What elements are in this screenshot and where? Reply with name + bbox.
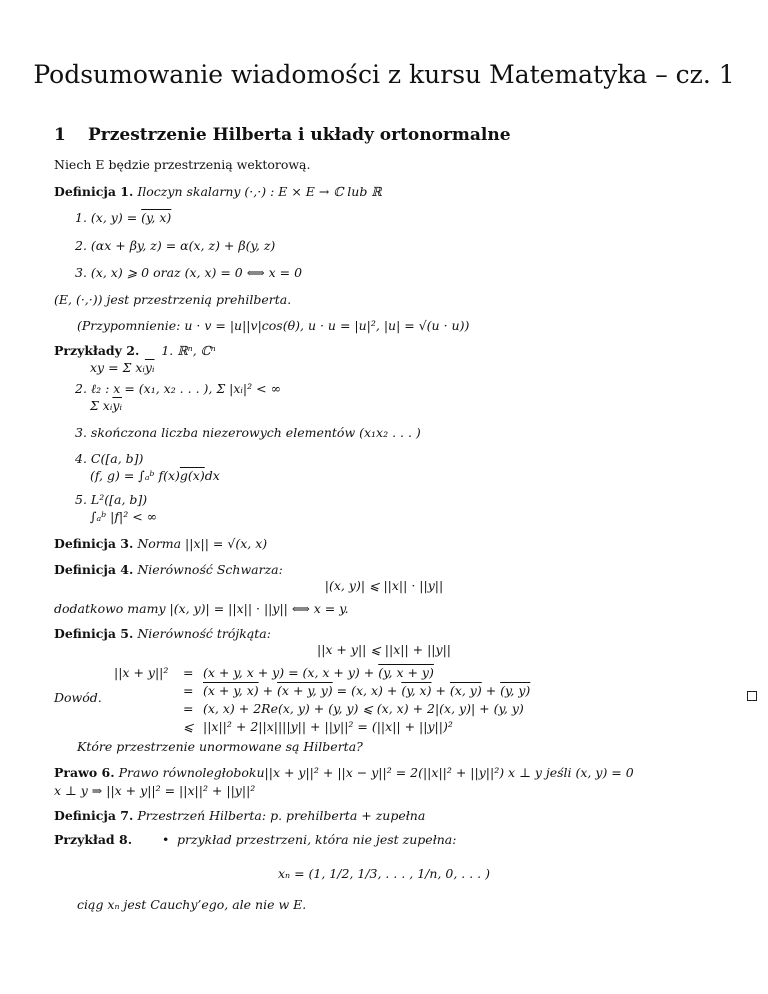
proof-line [203, 665, 434, 680]
proof-term: ||x||² + 2||x||||y|| + ||y||² = (||x|| + ||y||)² [203, 719, 453, 734]
ex2-label: Przykłady 2. [54, 343, 140, 358]
ex2-line [54, 343, 216, 358]
ex2-item-2 [75, 381, 281, 397]
proof-conjugate-term: (x + y, y) [277, 683, 333, 698]
law6-text: Prawo równoległoboku||x + y||² + ||x − y||² = 2(||x||² + ||y||²) x ⊥ y jeśli (x, y) = 0 [118, 765, 634, 780]
section-title: Przestrzenie Hilberta i układy ortonormalne [88, 125, 511, 145]
item-text: C([a, b]) [90, 451, 144, 466]
item-text: (x, x) ⩾ 0 oraz (x, x) = 0 ⟺ x = 0 [90, 265, 303, 280]
def1-item-3 [75, 265, 302, 280]
section-number: 1 [54, 125, 66, 145]
ex8-bullet: • [162, 832, 170, 847]
def5-text: Nierówność trójkąta: [137, 626, 271, 641]
proof-term: + [258, 683, 278, 698]
ex8-label: Przykład 8. [54, 832, 133, 847]
def3-label: Definicja 3. [54, 536, 134, 551]
def1-reminder: (Przypomnienie: u · v = |u||v|cos(θ), u · u = |u|², |u| = √(u · u)) [77, 318, 470, 333]
item-number: 2. [75, 238, 87, 253]
def1-text: Iloczyn skalarny (·,·) : E × E → ℂ lub ℝ [137, 184, 382, 199]
item-number: 2. [75, 381, 87, 396]
ex2-item-5 [75, 492, 147, 507]
ex8-text: przykład przestrzeni, która nie jest zupełna: [177, 832, 457, 847]
page-title: Podsumowanie wiadomości z kursu Matematyka – cz. 1 [33, 60, 735, 89]
def4-text: Nierówność Schwarza: [137, 562, 283, 577]
ex2-item-2-sub: Σ $xᵢ\overline{yᵢ}$ [90, 398, 122, 413]
item-text: (x, y) = [90, 210, 142, 225]
proof-term: + [431, 683, 450, 698]
def1-item-1 [75, 210, 171, 225]
law6-label: Prawo 6. [54, 765, 115, 780]
proof-term: (x + y, x + y) = (x, x + y) + [203, 665, 379, 680]
ex8-formula: xₙ = (1, 1/2, 1/3, . . . , 1/n, 0, . . . ) [277, 866, 490, 881]
def7-text: Przestrzeń Hilberta: p. prehilberta + zupełna [137, 808, 426, 823]
def5-label: Definicja 5. [54, 626, 134, 641]
law6-line [54, 765, 634, 780]
item-number: 3. [75, 265, 87, 280]
item-text: skończona liczba niezerowych elementów (x₁x₂ . . . ) [90, 425, 421, 440]
def7-line [54, 808, 425, 823]
proof-lhs: ||x + y||² [114, 665, 169, 680]
proof-term: = (x, x) + [332, 683, 402, 698]
item-number: 1. [75, 210, 87, 225]
proof-relation: = [183, 701, 194, 716]
def3-line [54, 536, 267, 551]
def7-label: Definicja 7. [54, 808, 134, 823]
item-text: ℓ₂ : x = (x₁, x₂ . . . ), Σ |xᵢ|² < ∞ [90, 381, 281, 396]
proof-relation: ⩽ [183, 719, 194, 734]
proof-line [203, 683, 530, 698]
item-number: 1. [161, 343, 174, 358]
proof-line [203, 719, 453, 734]
proof-relation: = [183, 683, 194, 698]
item-conjugate: (y, x) [141, 210, 172, 225]
proof-term: (x, x) + 2Re(x, y) + (y, y) ⩽ (x, x) + 2|(x, y)| + (y, y) [203, 701, 524, 716]
item-number: 5. [75, 492, 87, 507]
intro-text: Niech E będzie przestrzenią wektorową. [54, 157, 311, 172]
def4-label: Definicja 4. [54, 562, 134, 577]
proof-conjugate-term: (y, y) [500, 683, 531, 698]
proof-conjugate-term: (y, x + y) [378, 665, 434, 680]
def4-after: dodatkowo mamy |(x, y)| = ||x|| · ||y|| ⟺ x = y. [54, 601, 349, 616]
def1-label: Definicja 1. [54, 184, 134, 199]
law6-line2: x ⊥ y ⇒ ||x + y||² = ||x||² + ||y||² [54, 783, 256, 798]
item-number: 4. [75, 451, 87, 466]
proof-relation: = [183, 665, 194, 680]
proof-conjugate-term: (x + y, x) [203, 683, 259, 698]
def5-line [54, 626, 271, 641]
qed-square-icon [747, 691, 757, 701]
proof-term: + [481, 683, 501, 698]
def1-item-2 [75, 238, 275, 253]
question-text: Które przestrzenie unormowane są Hilberta? [77, 739, 363, 754]
ex8-after: ciąg xₙ jest Cauchy’ego, ale nie w E. [77, 897, 307, 912]
item-number: 3. [75, 425, 87, 440]
def4-display: |(x, y)| ⩽ ||x|| · ||y|| [324, 578, 444, 593]
proof-conjugate-term: (y, x) [401, 683, 432, 698]
proof-conjugate-term: (x, y) [449, 683, 482, 698]
def1-after: (E, (·,·)) jest przestrzenią prehilberta. [54, 292, 292, 307]
def5-display: ||x + y|| ⩽ ||x|| + ||y|| [316, 642, 452, 657]
ex2-item-4-sub: (f, g) = ∫ₐᵇ f(x)g(x)dx [90, 468, 220, 483]
def1-line [54, 184, 382, 199]
ex2-item-5-sub: ∫ₐᵇ |f|² < ∞ [90, 509, 158, 524]
proof-label: Dowód. [54, 690, 102, 705]
item-text: ℝⁿ, ℂⁿ [177, 343, 216, 358]
item-text: (αx + βy, z) = α(x, z) + β(y, z) [90, 238, 276, 253]
item-text: L²([a, b]) [90, 492, 148, 507]
ex2-item-4 [75, 451, 143, 466]
proof-line [203, 701, 524, 716]
ex2-item-3 [75, 425, 421, 440]
ex2-item-1-sub: xy = Σ $xᵢ\overline{yᵢ}$ [90, 360, 155, 375]
def4-line [54, 562, 283, 577]
def3-text: Norma ||x|| = √(x, x) [137, 536, 268, 551]
